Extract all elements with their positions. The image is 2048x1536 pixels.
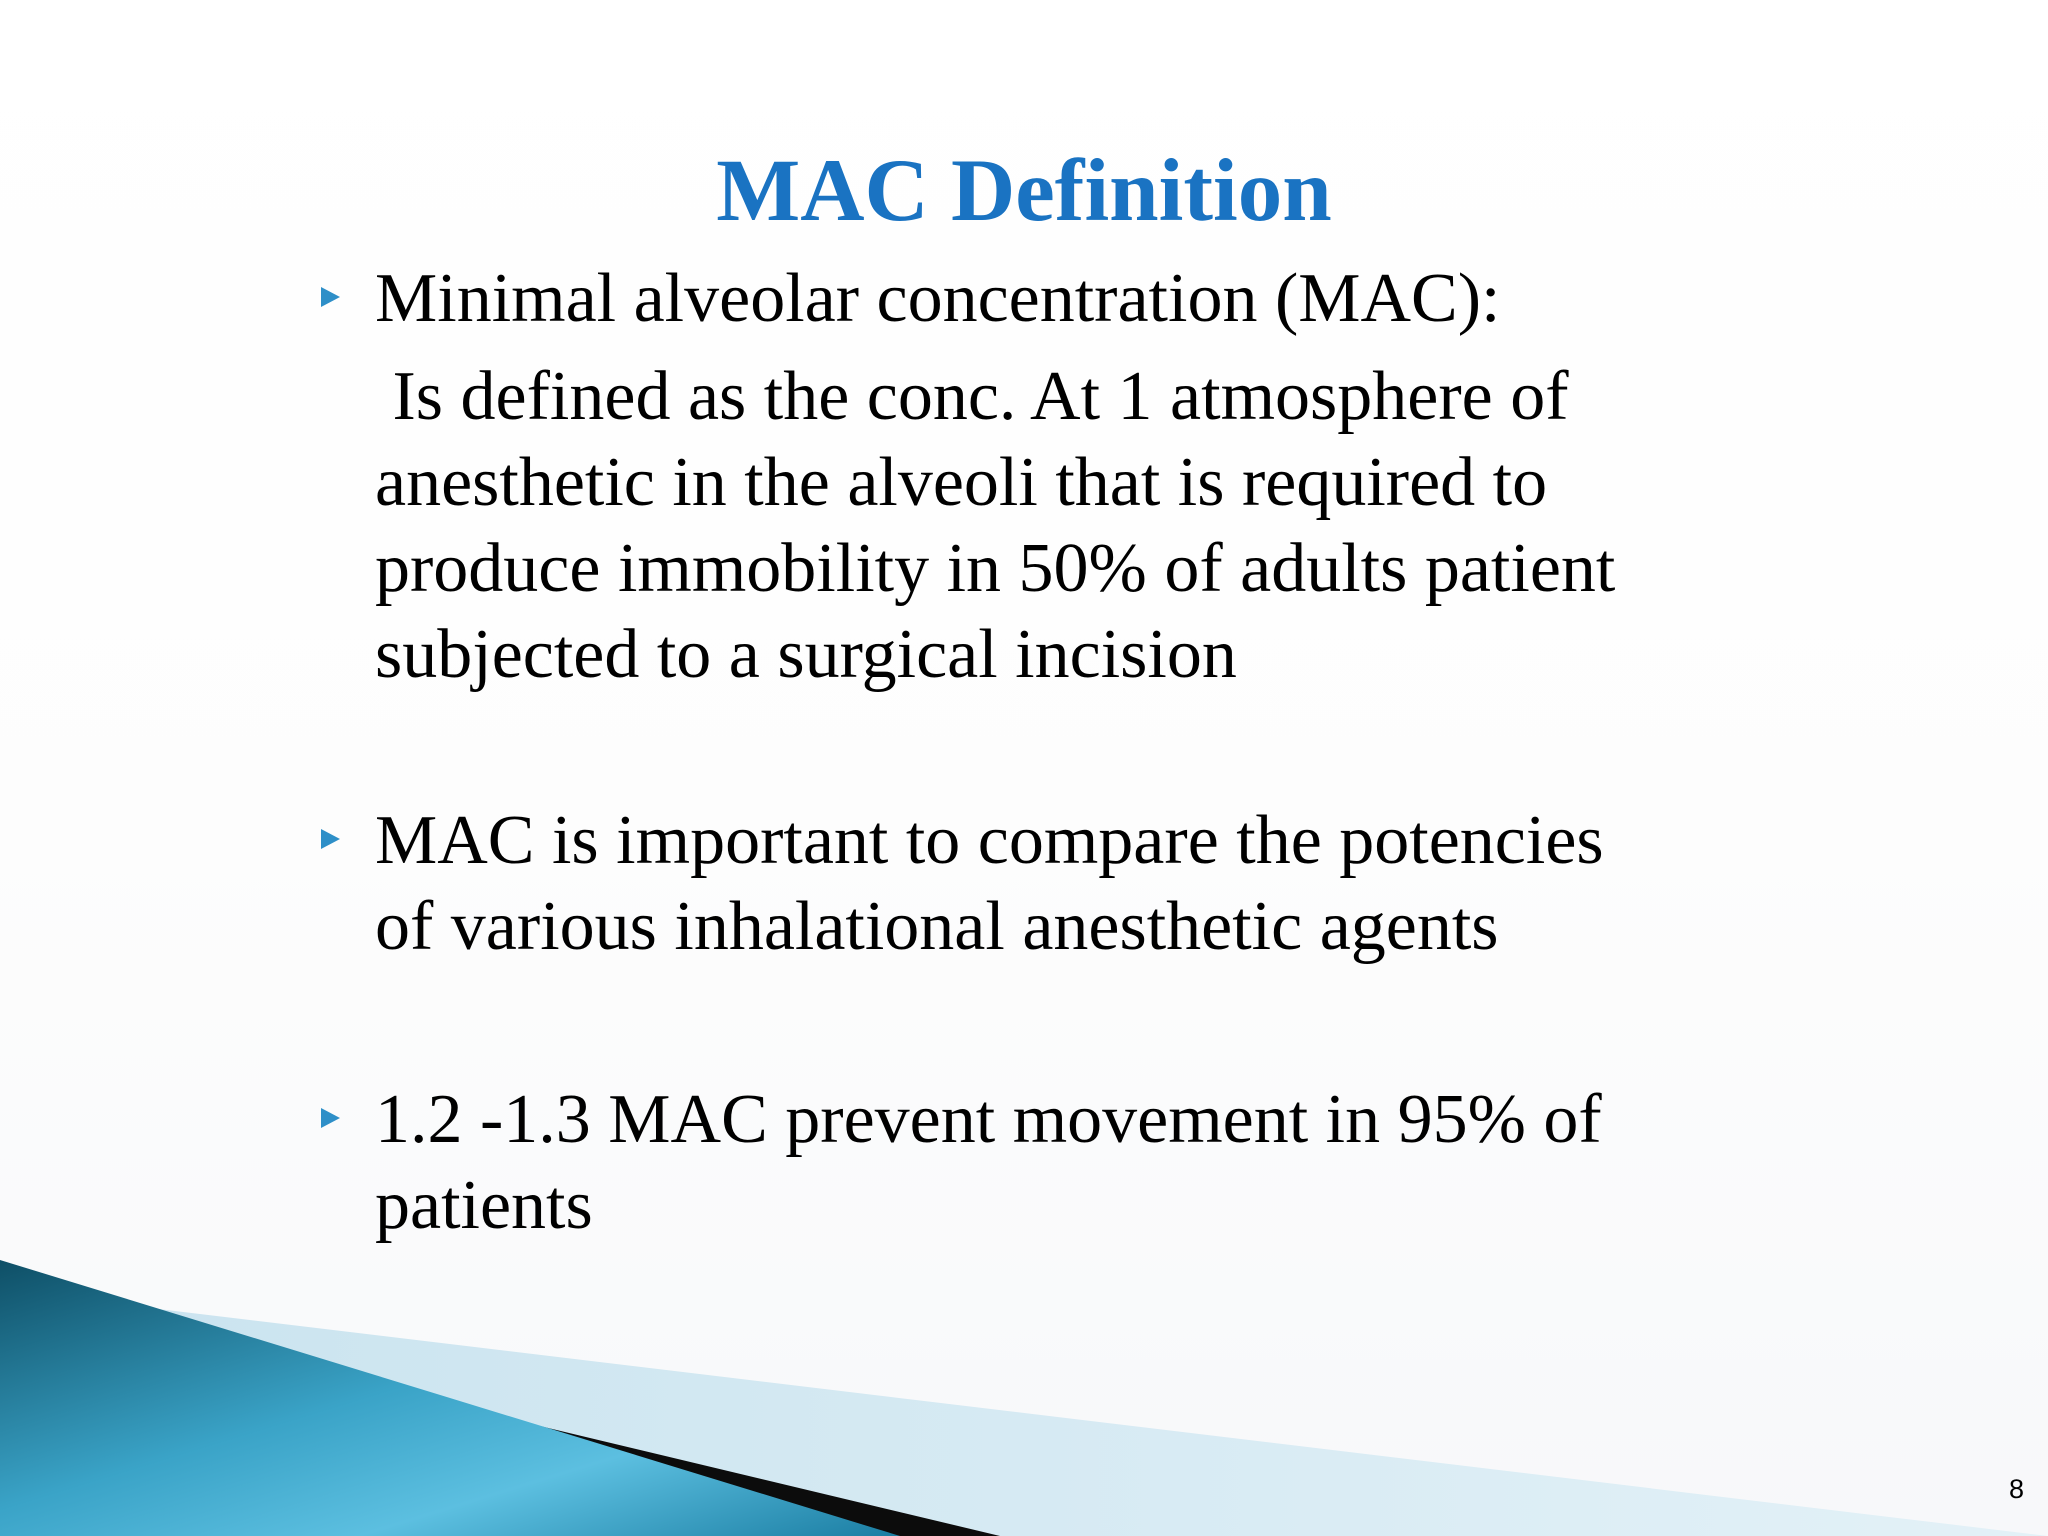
page-number: 8 (2008, 1474, 2024, 1504)
bullet-line: Is defined as the conc. At 1 atmosphere of (375, 358, 1569, 435)
triangle-bullet-icon (321, 829, 340, 849)
bullet-text (375, 256, 1795, 698)
bullet-text (375, 1077, 1795, 1249)
bullet-line: MAC is important to compare the potencies (375, 802, 1604, 879)
bullet-line: anesthetic in the alveoli that is required to (375, 444, 1548, 521)
bullet-line: 1.2 -1.3 MAC prevent movement in 95% of (375, 1081, 1602, 1158)
triangle-bullet-icon (321, 1108, 340, 1128)
bullet-text (375, 798, 1795, 970)
triangle-bullet-icon (321, 287, 340, 307)
bullet-line: produce immobility in 50% of adults patient (375, 530, 1616, 607)
corner-swoosh-decoration (0, 1260, 2048, 1536)
bullet-line: of various inhalational anesthetic agents (375, 888, 1499, 965)
bullet-line: subjected to a surgical incision (375, 616, 1237, 693)
bullet-line: patients (375, 1167, 593, 1244)
bullet-line: Minimal alveolar concentration (MAC): (375, 260, 1501, 337)
slide-title: MAC Definition (716, 142, 1332, 240)
